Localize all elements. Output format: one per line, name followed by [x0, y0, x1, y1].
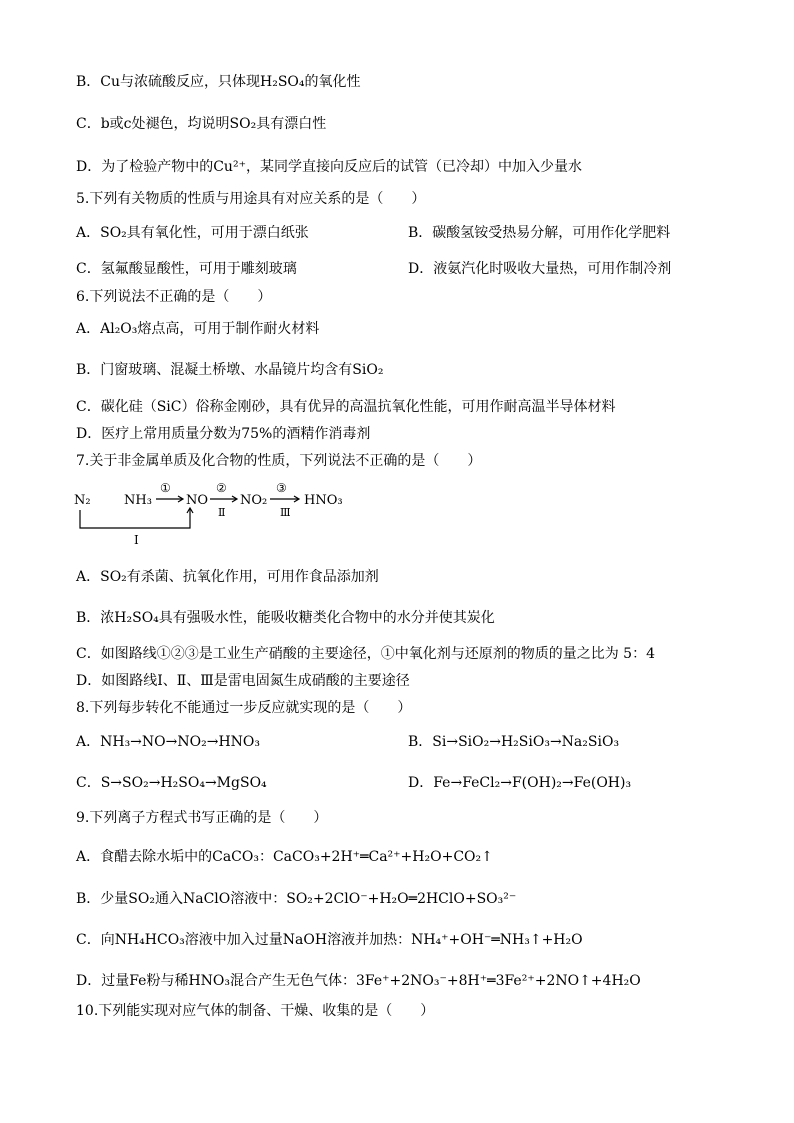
option-8b: B．Si→SiO₂→H₂SiO₃→Na₂SiO₃ [408, 734, 620, 750]
question-9: 9.下列离子方程式书写正确的是（ ） [76, 810, 328, 826]
option-8c: C．S→SO₂→H₂SO₄→MgSO₄ [76, 775, 267, 791]
option-9a: A．食醋去除水垢中的CaCO₃：CaCO₃+2H⁺═Ca²⁺+H₂O+CO₂↑ [76, 849, 493, 865]
diagram-no2: NO₂ [240, 493, 268, 508]
option-4d: D．为了检验产物中的Cu²⁺，某同学直接向反应后的试管（已冷却）中加入少量水 [76, 159, 582, 175]
option-7d: D．如图路线Ⅰ、Ⅱ、Ⅲ是雷电固氮生成硝酸的主要途径 [76, 673, 410, 689]
question-8: 8.下列每步转化不能通过一步反应就实现的是（ ） [76, 700, 412, 716]
option-6c: C．碳化硅（SiC）俗称金刚砂，具有优异的高温抗氧化性能，可用作耐高温半导体材料 [76, 399, 616, 415]
option-9d: D．过量Fe粉与稀HNO₃混合产生无色气体：3Fe⁺+2NO₃⁻+8H⁺═3Fe²⁺+2NO↑+4H₂O [76, 973, 641, 989]
option-8a: A．NH₃→NO→NO₂→HNO₃ [76, 734, 260, 750]
diagram-n2: N₂ [74, 493, 91, 508]
option-9c: C．向NH₄HCO₃溶液中加入过量NaOH溶液并加热：NH₄⁺+OH⁻═NH₃↑+H₂O [76, 932, 583, 948]
diagram-no: NO [186, 493, 209, 508]
option-4c: C．b或c处褪色，均说明SO₂具有漂白性 [76, 116, 327, 132]
diagram-step2: ② [216, 481, 227, 495]
option-4b: B．Cu与浓硫酸反应，只体现H₂SO₄的氧化性 [76, 74, 361, 90]
diagram-step3: ③ [276, 481, 287, 495]
nitrogen-route-diagram [70, 478, 370, 550]
arrow-route-1 [80, 509, 190, 528]
diagram-nh3: NH₃ [124, 493, 152, 508]
question-5: 5.下列有关物质的性质与用途具有对应关系的是（ ） [76, 191, 426, 207]
option-7c: C．如图路线①②③是工业生产硝酸的主要途径，①中氧化剂与还原剂的物质的量之比为 5：4 [76, 646, 655, 662]
option-6b: B．门窗玻璃、混凝土桥墩、水晶镜片均含有SiO₂ [76, 362, 384, 378]
option-5b: B．碳酸氢铵受热易分解，可用作化学肥料 [408, 225, 671, 241]
option-6a: A．Al₂O₃熔点高，可用于制作耐火材料 [76, 321, 320, 337]
option-6d: D．医疗上常用质量分数为75%的酒精作消毒剂 [76, 426, 371, 442]
question-6: 6.下列说法不正确的是（ ） [76, 289, 272, 305]
option-7b: B．浓H₂SO₄具有强吸水性，能吸收糖类化合物中的水分并使其炭化 [76, 610, 495, 626]
diagram-step1: ① [160, 481, 171, 495]
diagram-roman2: Ⅱ [218, 506, 226, 519]
diagram-hno3: HNO₃ [304, 493, 343, 508]
option-9b: B．少量SO₂通入NaClO溶液中：SO₂+2ClO⁻+H₂O═2HClO+SO₃²⁻ [76, 891, 517, 907]
question-10: 10.下列能实现对应气体的制备、干燥、收集的是（ ） [76, 1003, 435, 1019]
option-5a: A．SO₂具有氧化性，可用于漂白纸张 [76, 225, 309, 241]
option-5c: C．氢氟酸显酸性，可用于雕刻玻璃 [76, 261, 297, 277]
diagram-roman3: Ⅲ [280, 506, 291, 519]
diagram-roman1: Ⅰ [134, 533, 139, 547]
option-8d: D．Fe→FeCl₂→F(OH)₂→Fe(OH)₃ [408, 775, 632, 791]
option-7a: A．SO₂有杀菌、抗氧化作用，可用作食品添加剂 [76, 569, 379, 585]
question-7: 7.关于非金属单质及化合物的性质，下列说法不正确的是（ ） [76, 453, 482, 469]
option-5d: D．液氨汽化时吸收大量热，可用作制冷剂 [408, 261, 672, 277]
